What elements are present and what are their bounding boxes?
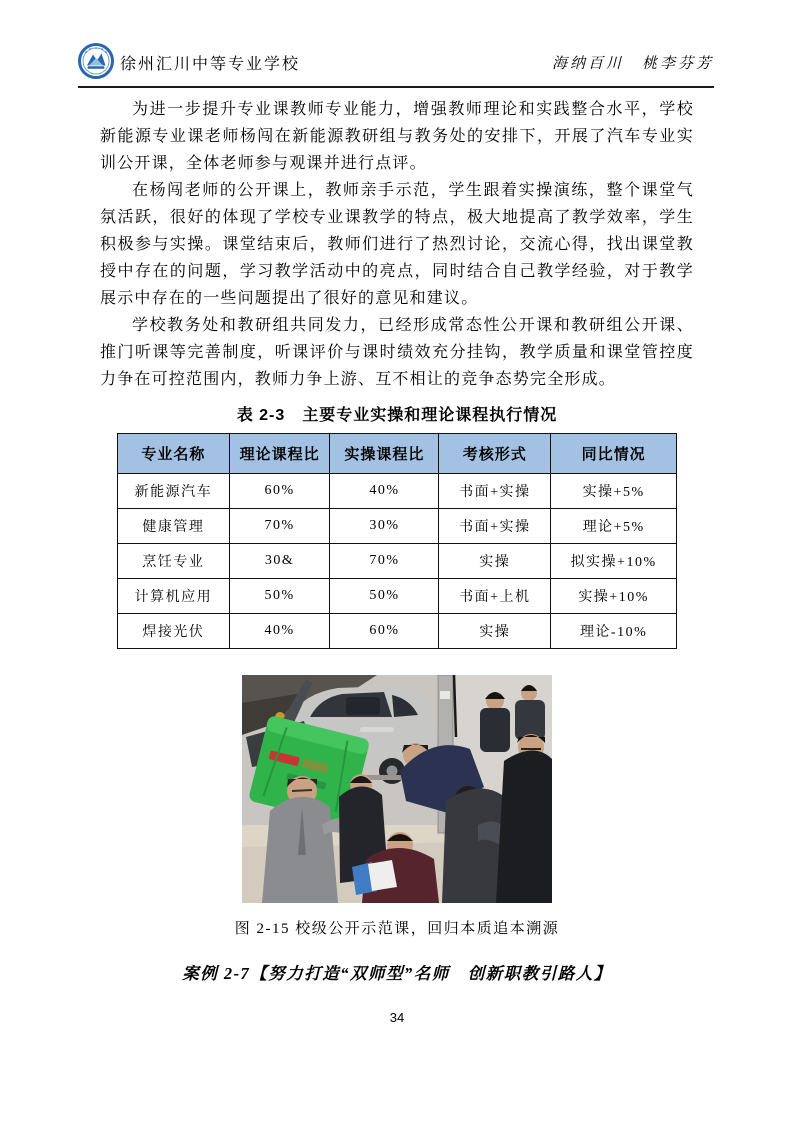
table-cell: 40% [229,614,330,649]
table-cell: 50% [229,579,330,614]
table-cell: 实操 [439,544,551,579]
table-cell: 30& [229,544,330,579]
figure-caption: 图 2-15 校级公开示范课，回归本质追本溯源 [234,921,560,937]
table-cell: 60% [229,474,330,509]
table-cell: 焊接光伏 [118,614,230,649]
curriculum-table [117,433,677,649]
table-header-row [118,434,677,474]
table-row [118,579,677,614]
document-body [100,96,694,984]
table-cell: 健康管理 [118,509,230,544]
table-cell: 理论+5% [551,509,677,544]
column-header: 实操课程比 [330,434,439,474]
table-cell: 理论-10% [551,614,677,649]
page-header [78,38,714,88]
table-cell: 书面+实操 [439,509,551,544]
table-cell: 书面+上机 [439,579,551,614]
column-header: 专业名称 [118,434,230,474]
auto-repair-open-class-photo [242,675,552,903]
table-cell: 计算机应用 [118,579,230,614]
table-cell: 40% [330,474,439,509]
table-cell: 30% [330,509,439,544]
table-cell: 新能源汽车 [118,474,230,509]
paragraph: 在杨闯老师的公开课上，教师亲手示范，学生跟着实操演练，整个课堂气氛活跃，很好的体现了学校专业课教学的特点，极大地提高了教学效率，学生积极参与实操。课堂结束后，教师们进行了热烈讨论，交流心得，找出课堂教授中存在的问题，学习教学活动中的亮点，同时结合自己教学经验，对于教学展示中存在的一些问题提出了很好的意见和建议。 [100,182,694,307]
table-cell: 70% [330,544,439,579]
table-row [118,614,677,649]
table-title: 表 2-3 主要专业实操和理论课程执行情况 [236,407,558,424]
table-row [118,509,677,544]
column-header: 考核形式 [439,434,551,474]
table-cell: 拟实操+10% [551,544,677,579]
table-cell: 70% [229,509,330,544]
table-cell: 50% [330,579,439,614]
table-cell: 60% [330,614,439,649]
header-slogan: 海纳百川 桃李芬芳 [551,55,714,72]
table-cell: 烹饪专业 [118,544,230,579]
school-badge-icon [78,43,114,79]
paragraph: 学校教务处和教研组共同发力，已经形成常态性公开课和教研组公开课、推门听课等完善制度，听课评价与课时绩效充分挂钩，教学质量和课堂管控度力争在可控范围内，教师力争上游、互不相让的竞争态势完全形成。 [100,317,694,388]
school-name: 徐州汇川中等专业学校 [120,55,301,73]
table-row [118,544,677,579]
table-body [118,474,677,649]
column-header: 同比情况 [551,434,677,474]
table-row [118,474,677,509]
table-cell: 实操+5% [551,474,677,509]
table-cell: 实操+10% [551,579,677,614]
column-header: 理论课程比 [229,434,330,474]
page-number: 34 [389,1010,405,1025]
case-heading: 案例 2-7【努力打造“双师型”名师 创新职教引路人】 [182,964,612,983]
paragraph: 为进一步提升专业课教师专业能力，增强教师理论和实践整合水平，学校新能源专业课老师杨闯在新能源教研组与教务处的安排下，开展了汽车专业实训公开课，全体老师参与观课并进行点评。 [100,101,694,172]
table-cell: 实操 [439,614,551,649]
table-cell: 书面+实操 [439,474,551,509]
